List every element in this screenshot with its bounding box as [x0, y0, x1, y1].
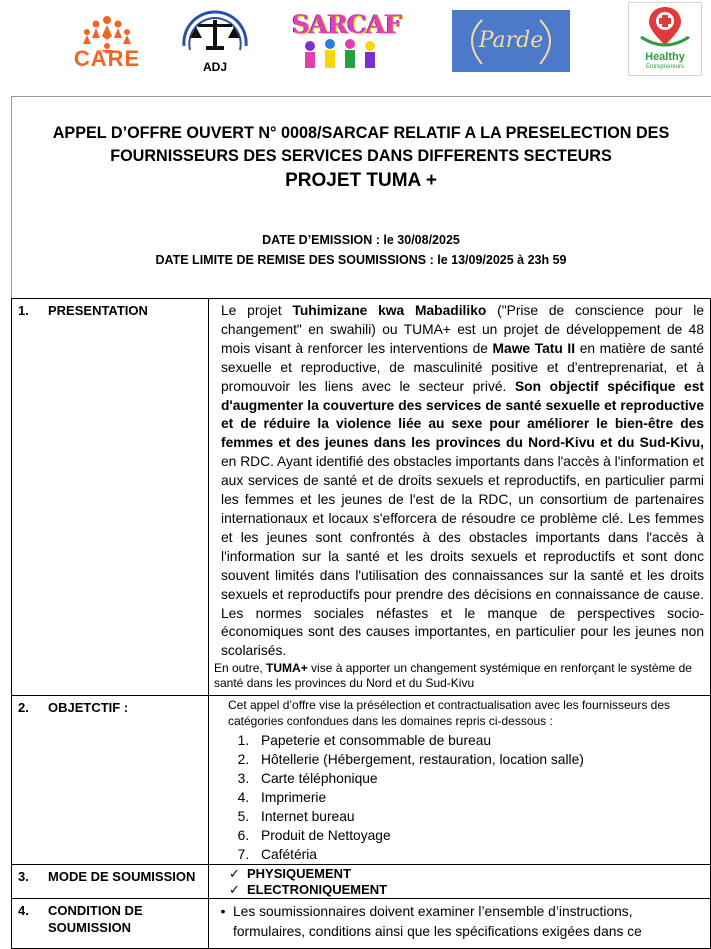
sarcaf-wordmark: SARCAF — [292, 10, 402, 39]
presentation-label-cell — [12, 299, 209, 696]
objectif-label-cell — [12, 696, 209, 865]
list-item: 7. Cafétéria — [253, 845, 710, 864]
healthy-wordmark: Healthy — [645, 51, 685, 63]
row-objectif — [12, 696, 711, 865]
care-wordmark: CARE — [73, 46, 141, 71]
row-mode — [12, 865, 711, 899]
healthy-entrepreneurs-logo — [628, 2, 702, 76]
mode-content-cell — [209, 865, 711, 899]
parde-wordmark: Parde — [478, 28, 544, 53]
condition-bullet — [209, 899, 710, 942]
scales-of-justice-icon — [176, 6, 254, 62]
document-title — [11, 122, 711, 168]
option-physical: ✓ PHYSIQUEMENT — [229, 866, 352, 881]
project-title: PROJET TUMA + — [285, 170, 437, 191]
care-logo — [66, 10, 148, 72]
title-line-2: FOURNISSEURS DES SERVICES DANS DIFFERENTS SECTEURS — [110, 147, 612, 165]
list-item: 1. Papeterie et consommable de bureau — [253, 731, 710, 750]
logo-banner — [0, 0, 711, 78]
adj-logo — [176, 6, 254, 74]
presentation-note: En outre, TUMA+ vise à apporter un changement systémique en renforçant le système de santé dans les provinces du Nord et du Sud-Kivu — [214, 661, 692, 691]
mode-number: 3. — [18, 869, 29, 884]
entrepreneurs-wordmark: Entrepreneurs — [645, 64, 685, 70]
list-item: 3. Carte téléphonique — [253, 769, 710, 788]
condition-label-cell — [12, 899, 209, 949]
objectif-label: OBJETCTIF : — [48, 700, 129, 715]
option-electronic: ✓ ELECTRONIQUEMENT — [229, 881, 388, 897]
tender-table — [11, 298, 711, 949]
row-presentation — [12, 299, 711, 696]
presentation-paragraph: Le projet Tuhimizane kwa Mabadiliko ("Prise de conscience pour le changement" en swahili) ou TUMA+ est un projet de développement de 48 mois visant à renforcer les interventions de Mawe Tatu II en matière de santé sexuelle et reproductive, de masculinité positive et d'entreprenariat, et à promouvoir les liens avec le secteur privé. Son objectif spécifique est d'augmenter la couverture des services de santé sexuelle et reproductive et de réduire la violence liée au sexe pour améliorer le bien-être des femmes et des jeunes dans les provinces du Nord-Kivu et du Sud-Kivu, en RDC. Ayant identifié des obstacles importants dans l'accès à l'information et aux services de santé et de droits sexuels et reproductifs, en particulier parmi les femmes et les jeunes de l'est de la RDC, un consortium de partenaires internationaux et locaux s'efforcera de résoudre ce problème clé. Les femmes et les jeunes sont confrontés à des obstacles importants dans l'accès à l'information sur la santé et les droits sexuels et reproductifs et sont donc souvent limités dans l'utilisation des connaissances sur la santé et les droits sexuels et reproductifs pour prendre des décisions en connaissance de cause. Les normes sociales néfastes et le manque de perspectives socio-économiques sont des causes importantes, en particulier pour les jeunes non scolarisés. — [221, 303, 704, 659]
checkmark-icon: ✓ — [229, 866, 240, 881]
objectif-content-cell — [209, 696, 711, 865]
mode-label-cell — [12, 865, 209, 899]
sarcaf-people-icon — [290, 36, 390, 70]
mode-options — [209, 865, 710, 897]
presentation-content-cell — [209, 299, 711, 696]
adj-wordmark: ADJ — [176, 60, 254, 74]
emission-date: DATE D’EMISSION : le 30/08/2025 — [262, 233, 460, 247]
list-item: 2. Hôtellerie (Hébergement, restauration, location salle) — [253, 750, 710, 769]
dates-block — [11, 230, 711, 270]
parde-logo — [452, 10, 570, 72]
presentation-number: 1. — [18, 303, 29, 318]
condition-text: Les soumissionnaires doivent examiner l’ensemble d’instructions, formulaires, conditions ainsi que les spécifications exigées dans ce — [233, 904, 642, 939]
deadline-date: DATE LIMITE DE REMISE DES SOUMISSIONS : le 13/09/2025 à 23h 59 — [155, 253, 567, 267]
location-pin-cross-icon — [629, 3, 701, 51]
list-item: 5. Internet bureau — [253, 807, 710, 826]
sarcaf-logo — [290, 8, 402, 70]
title-line-1: APPEL D’OFFRE OUVERT N° 0008/SARCAF RELATIF A LA PRESELECTION DES — [52, 124, 670, 142]
condition-number: 4. — [18, 903, 29, 918]
category-list — [209, 731, 710, 864]
presentation-label: PRESENTATION — [48, 303, 148, 318]
objectif-intro: Cet appel d’offre vise la présélection et contractualisation avec les fournisseurs des catégories confondues dans les domaines repris ci-dessous : — [228, 698, 671, 728]
condition-label: CONDITION DE SOUMISSION — [48, 903, 143, 935]
list-item: 4. Imprimerie — [253, 788, 710, 807]
bullet-icon: • — [220, 904, 226, 919]
checkmark-icon: ✓ — [229, 881, 240, 897]
row-condition — [12, 899, 711, 949]
objectif-number: 2. — [18, 700, 29, 715]
mode-label: MODE DE SOUMISSION — [48, 869, 196, 884]
condition-content-cell — [209, 899, 711, 949]
list-item: 6. Produit de Nettoyage — [253, 826, 710, 845]
